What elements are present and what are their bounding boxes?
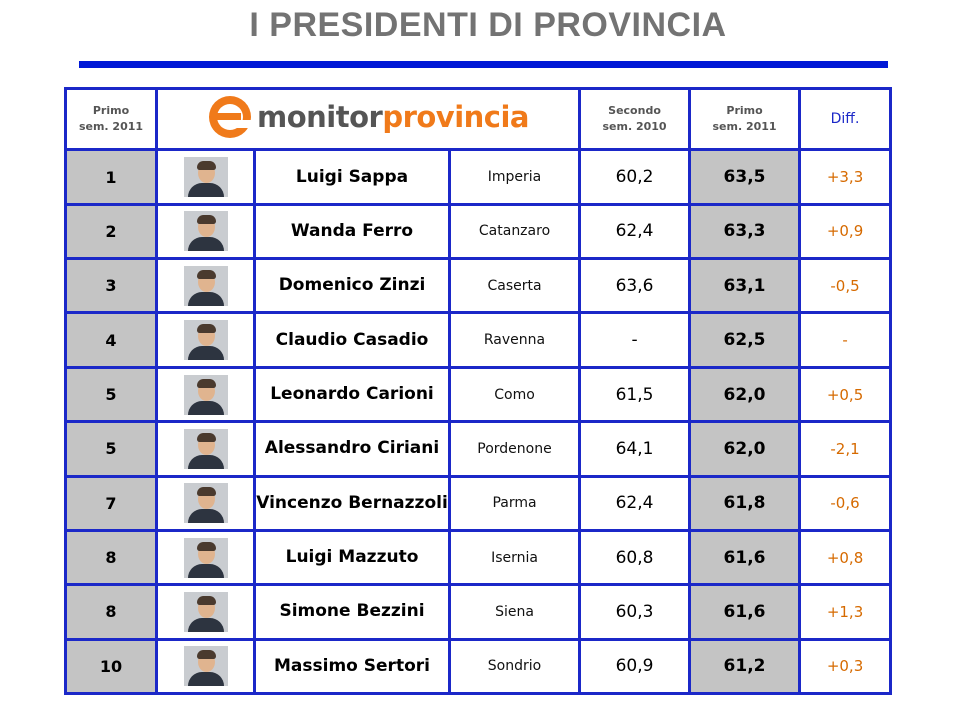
table-row <box>66 476 891 530</box>
header-curr-cell <box>690 89 800 150</box>
table-row <box>66 367 891 421</box>
ranking-table <box>64 87 892 695</box>
president-photo <box>184 483 228 523</box>
rank-cell: 3 <box>66 259 157 313</box>
score-diff: -0,5 <box>800 259 891 313</box>
score-sem1-2011: 63,3 <box>690 204 800 258</box>
province-name: Parma <box>450 476 580 530</box>
photo-cell <box>157 476 255 530</box>
rank-cell: 5 <box>66 367 157 421</box>
photo-cell <box>157 204 255 258</box>
score-diff: +3,3 <box>800 150 891 204</box>
president-name: Simone Bezzini <box>255 585 450 639</box>
score-sem1-2011: 62,0 <box>690 422 800 476</box>
rank-cell: 8 <box>66 530 157 584</box>
score-sem1-2011: 61,2 <box>690 639 800 693</box>
score-diff: +0,9 <box>800 204 891 258</box>
score-sem2-2010: 64,1 <box>580 422 690 476</box>
header-diff-cell: Diff. <box>800 89 891 150</box>
table-row <box>66 639 891 693</box>
province-name: Como <box>450 367 580 421</box>
president-name: Luigi Sappa <box>255 150 450 204</box>
score-diff: -0,6 <box>800 476 891 530</box>
score-diff: -2,1 <box>800 422 891 476</box>
score-diff: +1,3 <box>800 585 891 639</box>
table-row <box>66 422 891 476</box>
score-diff: +0,8 <box>800 530 891 584</box>
score-sem2-2010: 63,6 <box>580 259 690 313</box>
province-name: Isernia <box>450 530 580 584</box>
photo-cell <box>157 313 255 367</box>
score-sem1-2011: 61,6 <box>690 530 800 584</box>
logo-text-monitor: monitor <box>257 100 383 135</box>
rank-cell: 7 <box>66 476 157 530</box>
province-name: Sondrio <box>450 639 580 693</box>
logo-text-provincia: provincia <box>382 100 530 135</box>
score-sem2-2010: 62,4 <box>580 476 690 530</box>
president-photo <box>184 211 228 251</box>
table-row <box>66 313 891 367</box>
table-row <box>66 259 891 313</box>
photo-cell <box>157 585 255 639</box>
rank-cell: 8 <box>66 585 157 639</box>
president-name: Massimo Sertori <box>255 639 450 693</box>
score-sem2-2010: 61,5 <box>580 367 690 421</box>
header-prev-line1: Secondo <box>608 104 661 118</box>
rank-cell: 5 <box>66 422 157 476</box>
score-diff: - <box>800 313 891 367</box>
province-name: Pordenone <box>450 422 580 476</box>
president-photo <box>184 592 228 632</box>
province-name: Ravenna <box>450 313 580 367</box>
score-sem1-2011: 62,0 <box>690 367 800 421</box>
header-prev-cell <box>580 89 690 150</box>
title-underline <box>79 61 888 68</box>
province-name: Caserta <box>450 259 580 313</box>
score-sem2-2010: 60,3 <box>580 585 690 639</box>
table-row <box>66 530 891 584</box>
monitorprovincia-logo <box>207 94 529 140</box>
table-header-row <box>66 89 891 150</box>
header-curr-line1: Primo <box>726 104 763 118</box>
logo-e-icon <box>207 94 253 140</box>
president-photo <box>184 375 228 415</box>
score-diff: +0,3 <box>800 639 891 693</box>
photo-cell <box>157 367 255 421</box>
photo-cell <box>157 150 255 204</box>
province-name: Imperia <box>450 150 580 204</box>
rank-cell: 10 <box>66 639 157 693</box>
score-sem1-2011: 61,8 <box>690 476 800 530</box>
president-name: Luigi Mazzuto <box>255 530 450 584</box>
logo-cell <box>157 89 580 150</box>
table-row <box>66 150 891 204</box>
score-sem2-2010: - <box>580 313 690 367</box>
score-sem2-2010: 60,2 <box>580 150 690 204</box>
president-name: Leonardo Carioni <box>255 367 450 421</box>
header-rank-cell <box>66 89 157 150</box>
photo-cell <box>157 639 255 693</box>
photo-cell <box>157 259 255 313</box>
president-photo <box>184 266 228 306</box>
header-rank-line1: Primo <box>92 104 130 118</box>
score-sem1-2011: 63,5 <box>690 150 800 204</box>
president-photo <box>184 646 228 686</box>
president-name: Claudio Casadio <box>255 313 450 367</box>
header-curr-line2: sem. 2011 <box>712 120 777 134</box>
score-sem2-2010: 60,9 <box>580 639 690 693</box>
rank-cell: 2 <box>66 204 157 258</box>
table-row <box>66 204 891 258</box>
score-sem1-2011: 61,6 <box>690 585 800 639</box>
table-row <box>66 585 891 639</box>
rank-cell: 1 <box>66 150 157 204</box>
president-photo <box>184 429 228 469</box>
score-sem1-2011: 63,1 <box>690 259 800 313</box>
score-diff: +0,5 <box>800 367 891 421</box>
president-name: Domenico Zinzi <box>255 259 450 313</box>
photo-cell <box>157 530 255 584</box>
page-title: I PRESIDENTI DI PROVINCIA <box>249 6 727 44</box>
president-photo <box>184 320 228 360</box>
header-rank-line2: sem. 2011 <box>78 120 144 134</box>
score-sem1-2011: 62,5 <box>690 313 800 367</box>
president-name: Vincenzo Bernazzoli <box>255 476 450 530</box>
photo-cell <box>157 422 255 476</box>
president-photo <box>184 157 228 197</box>
score-sem2-2010: 62,4 <box>580 204 690 258</box>
president-name: Wanda Ferro <box>255 204 450 258</box>
rank-cell: 4 <box>66 313 157 367</box>
president-photo <box>184 538 228 578</box>
province-name: Catanzaro <box>450 204 580 258</box>
header-prev-line2: sem. 2010 <box>602 120 667 134</box>
score-sem2-2010: 60,8 <box>580 530 690 584</box>
province-name: Siena <box>450 585 580 639</box>
president-name: Alessandro Ciriani <box>255 422 450 476</box>
